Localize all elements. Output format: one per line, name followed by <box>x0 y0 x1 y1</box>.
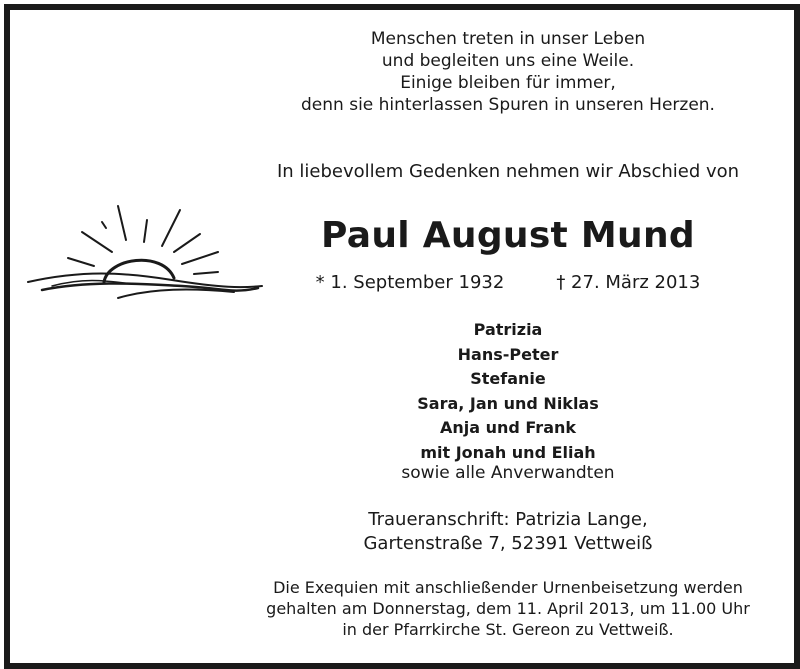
relatives-text: sowie alle Anverwandten <box>401 463 615 483</box>
deceased-name: Paul August Mund <box>321 215 695 256</box>
family-member: Sara, Jan und Niklas <box>417 393 599 413</box>
address-line: Gartenstraße 7, 52391 Vettweiß <box>363 533 653 554</box>
intro-text: In liebevollem Gedenken nehmen wir Abschied von <box>276 161 740 182</box>
birth-date: * 1. September 1932 <box>315 272 505 293</box>
service-info <box>258 577 758 640</box>
poem-line: Einige bleiben für immer, <box>400 73 616 93</box>
family-member: mit Jonah und Eliah <box>420 442 596 462</box>
service-line: Die Exequien mit anschließender Urnenbeisetzung werden <box>273 578 743 597</box>
family-member: Hans-Peter <box>457 344 559 364</box>
service-line: gehalten am Donnerstag, dem 11. April 2013, um 11.00 Uhr <box>266 599 750 618</box>
poem <box>258 28 758 116</box>
family-member: Anja und Frank <box>439 418 577 437</box>
sunset-icon <box>22 200 267 310</box>
family-list <box>258 318 758 465</box>
mourning-address <box>258 508 758 556</box>
service-line: in der Pfarrkirche St. Gereon zu Vettweiß. <box>342 620 674 639</box>
family-member: Stefanie <box>470 369 546 388</box>
poem-line: und begleiten uns eine Weile. <box>381 51 635 71</box>
life-dates <box>258 271 758 295</box>
family-member: Patrizia <box>473 320 543 339</box>
poem-line: denn sie hinterlassen Spuren in unseren Herzen. <box>301 95 715 115</box>
poem-line: Menschen treten in unser Leben <box>370 29 646 49</box>
death-date: † 27. März 2013 <box>556 272 701 293</box>
address-line: Traueranschrift: Patrizia Lange, <box>368 509 648 530</box>
